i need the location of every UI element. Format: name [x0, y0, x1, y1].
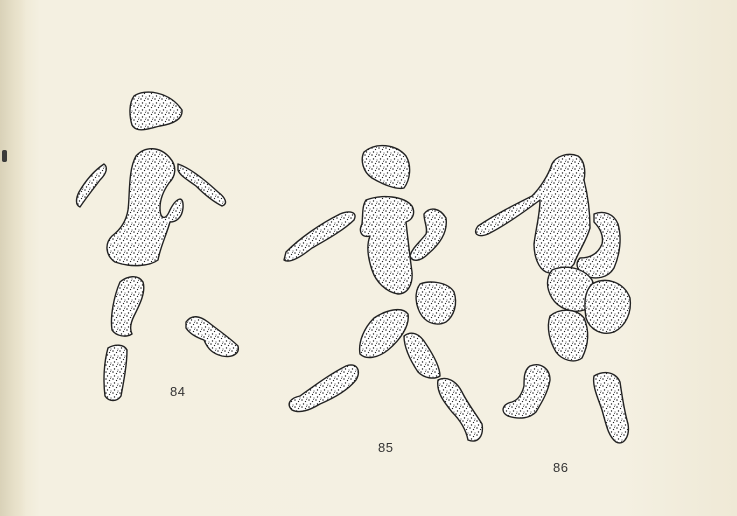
figure-85-thigh: [360, 310, 409, 358]
figure-84: [77, 92, 239, 400]
figure-86-front-leg: [594, 373, 629, 443]
figure-84-foot: [186, 317, 238, 357]
figure-84-left-arm: [77, 164, 107, 207]
figure-86-hip: [585, 280, 630, 333]
figure-85-left-arm: [284, 212, 355, 261]
figure-85-front-foot: [438, 379, 483, 442]
figure-86-arm-torso: [476, 154, 590, 273]
figure-85-rear-leg: [289, 365, 358, 412]
figure-84-label: 84: [170, 384, 186, 399]
figure-84-torso: [107, 149, 183, 266]
figure-84-thigh: [111, 277, 143, 336]
figure-85-hip: [416, 282, 456, 324]
figure-85: [284, 146, 482, 441]
figure-85-right-arm: [410, 209, 446, 260]
figure-86-label: 86: [553, 460, 569, 475]
figure-86-thigh: [548, 310, 587, 361]
figure-86-back-leg: [503, 365, 550, 418]
figure-85-torso: [360, 197, 413, 294]
figure-84-right-arm: [178, 164, 225, 206]
figure-84-head: [130, 92, 182, 130]
figure-84-shin: [104, 345, 127, 400]
figure-85-label: 85: [378, 440, 394, 455]
figure-85-calf: [404, 333, 440, 378]
figure-86: [476, 154, 631, 442]
figure-85-head: [362, 146, 409, 189]
